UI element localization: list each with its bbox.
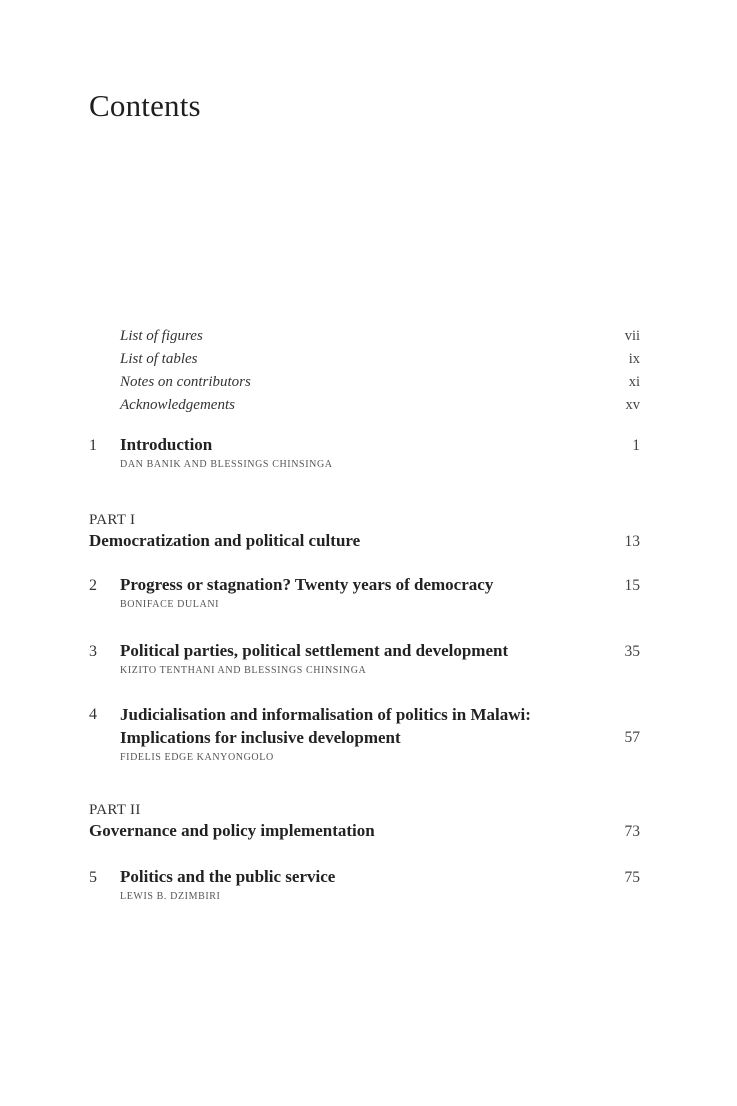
prelim-label: Notes on contributors: [120, 374, 251, 390]
prelim-page: ix: [628, 351, 640, 367]
prelim-label: List of figures: [120, 328, 203, 344]
chapter-number: 2: [89, 577, 97, 594]
chapter-page: 57: [624, 729, 640, 746]
chapter-number: 5: [89, 869, 97, 886]
prelim-page: xi: [628, 374, 640, 390]
part-page: 73: [624, 823, 640, 840]
prelim-page: vii: [624, 328, 640, 344]
chapter-entry-5[interactable]: [89, 865, 640, 902]
chapter-entry-4[interactable]: [89, 703, 640, 763]
chapter-authors: KIZITO TENTHANI AND BLESSINGS CHINSINGA: [120, 665, 367, 676]
chapter-title-block: [120, 703, 600, 749]
part-page: 13: [624, 533, 640, 550]
prelim-label: Acknowledgements: [120, 397, 235, 413]
part-title: Governance and policy implementation: [89, 821, 375, 840]
part-label: PART I: [89, 512, 136, 528]
part-heading-2[interactable]: [89, 800, 640, 842]
chapter-title: Politics and the public service: [120, 867, 336, 886]
chapter-authors: FIDELIS EDGE KANYONGOLO: [120, 752, 274, 763]
chapter-page: 35: [624, 643, 640, 660]
chapter-page: 75: [624, 869, 640, 886]
prelim-label: List of tables: [120, 351, 198, 367]
chapter-entry-1[interactable]: [89, 433, 640, 470]
chapter-page: 1: [632, 437, 640, 454]
chapter-number: 4: [89, 706, 97, 723]
prelim-item-contributors[interactable]: [120, 374, 640, 397]
prelim-item-figures[interactable]: [120, 328, 640, 351]
chapter-authors: DAN BANIK AND BLESSINGS CHINSINGA: [120, 459, 333, 470]
chapter-entry-3[interactable]: [89, 639, 640, 676]
prelim-item-acknowledgements[interactable]: [120, 397, 640, 420]
chapter-title: Judicialisation and informalisation of politics in Malawi:: [120, 705, 531, 724]
part-label: PART II: [89, 802, 141, 818]
chapter-entry-2[interactable]: [89, 573, 640, 610]
part-title: Democratization and political culture: [89, 531, 361, 550]
chapter-title: Progress or stagnation? Twenty years of democracy: [120, 575, 494, 594]
chapter-number: 3: [89, 643, 97, 660]
chapter-authors: BONIFACE DULANI: [120, 599, 220, 610]
page-title: Contents: [89, 88, 201, 123]
prelims-list: [120, 328, 640, 420]
prelim-item-tables[interactable]: [120, 351, 640, 374]
chapter-title-continued: Implications for inclusive development: [120, 728, 401, 747]
chapter-number: 1: [89, 437, 97, 454]
part-heading-1[interactable]: [89, 510, 640, 552]
chapter-page: 15: [624, 577, 640, 594]
prelim-page: xv: [625, 397, 640, 413]
chapter-title: Political parties, political settlement and development: [120, 641, 509, 660]
chapter-authors: LEWIS B. DZIMBIRI: [120, 891, 221, 902]
chapter-title: Introduction: [120, 435, 213, 454]
